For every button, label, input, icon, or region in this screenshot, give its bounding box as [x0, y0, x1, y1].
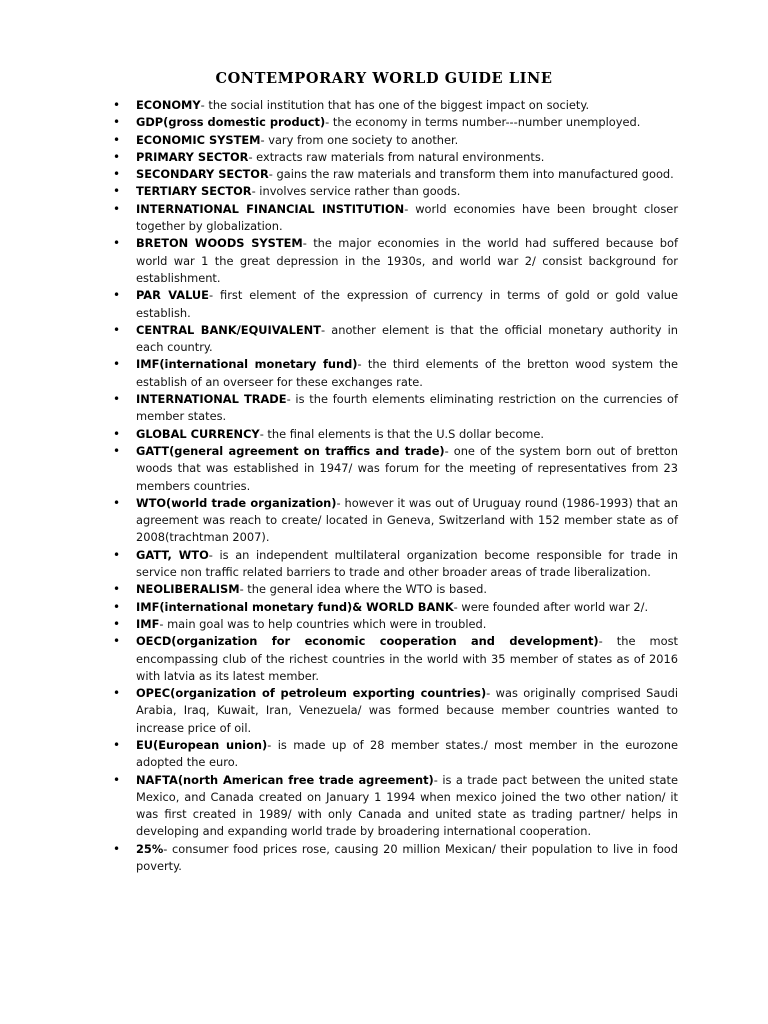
list-item	[0, 616, 768, 633]
bullet-icon: •	[113, 201, 121, 216]
bullet-icon: •	[113, 686, 121, 701]
bullet-icon: •	[113, 392, 121, 407]
definition: - consumer food prices rose, causing 20 million Mexican/ their population to live in food poverty.	[136, 841, 678, 874]
guide-list	[0, 97, 768, 875]
list-item	[0, 287, 768, 322]
bullet-icon: •	[113, 288, 121, 303]
bullet-icon: •	[113, 357, 121, 372]
definition: - the final elements is that the U.S dollar become.	[259, 426, 545, 441]
definition: - extracts raw materials from natural environments.	[248, 149, 545, 164]
definition: - is the fourth elements eliminating restriction on the currencies of member states.	[136, 392, 678, 424]
term: IMF(international monetary fund)& WORLD BANK	[136, 599, 454, 614]
definition: - the third elements of the bretton wood system the establish of an overseer for these exchanges rate.	[136, 357, 678, 389]
bullet-icon: •	[113, 322, 121, 337]
definition: - is made up of 28 member states./ most member in the eurozone adopted the euro.	[136, 737, 678, 770]
bullet-icon: •	[113, 599, 121, 614]
list-item	[0, 443, 768, 495]
definition: - one of the system born out of bretton woods that was established in 1947/ was forum for the meeting of representatives from 23 members countries.	[136, 443, 678, 493]
bullet-icon: •	[113, 236, 121, 251]
list-item	[0, 97, 768, 114]
term: EU(European union)	[136, 737, 268, 752]
bullet-icon: •	[113, 115, 121, 130]
bullet-icon: •	[113, 495, 121, 510]
list-item	[0, 166, 768, 183]
definition: - the major economies in the world had suffered because bof world war 1 the great depression in the 1930s, and world war 2/ consist background for establishment.	[136, 236, 678, 285]
definition: - world economies have been brought closer together by globalization.	[136, 201, 678, 234]
bullet-icon: •	[113, 426, 121, 441]
definition: - main goal was to help countries which were in troubled.	[159, 616, 487, 631]
list-item	[0, 391, 768, 426]
term: TERTIARY SECTOR	[136, 184, 252, 199]
bullet-icon: •	[113, 547, 121, 562]
bullet-icon: •	[113, 132, 121, 147]
term: INTERNATIONAL FINANCIAL INSTITUTION	[136, 201, 405, 216]
document-title: CONTEMPORARY WORLD GUIDE LINE	[215, 70, 553, 87]
definition: - the social institution that has one of the biggest impact on society.	[200, 98, 590, 112]
bullet-icon: •	[113, 737, 121, 752]
bullet-icon: •	[113, 98, 121, 112]
term: IMF(international monetary fund)	[136, 357, 358, 372]
term: GATT, WTO	[136, 547, 209, 562]
list-item	[0, 201, 768, 236]
definition: - vary from one society to another.	[260, 132, 459, 147]
list-item	[0, 599, 768, 616]
list-item	[0, 633, 768, 685]
bullet-icon: •	[113, 616, 121, 631]
definition: - first element of the expression of currency in terms of gold or gold value establish.	[136, 288, 678, 320]
definition: - another element is that the official monetary authority in each country.	[136, 322, 678, 355]
bullet-icon: •	[113, 634, 121, 649]
list-item	[0, 581, 768, 598]
list-item	[0, 322, 768, 357]
list-item	[0, 426, 768, 443]
term: ECONOMY	[136, 98, 201, 112]
term: ECONOMIC SYSTEM	[136, 132, 261, 147]
term: IMF	[136, 616, 160, 631]
definition: - is an independent multilateral organization become responsible for trade in service non traffic related barriers to trade and other broader areas of trade liberalization.	[136, 547, 678, 580]
list-item	[0, 495, 768, 547]
term: WTO(world trade organization)	[136, 495, 337, 510]
definition: - however it was out of Uruguay round (1986-1993) that an agreement was reach to create/ located in Geneva, Switzerland with 152 member state as of 2008(trachtman 2007).	[136, 495, 678, 545]
list-item	[0, 183, 768, 200]
term: INTERNATIONAL TRADE	[136, 392, 287, 407]
definition: - were founded after world war 2/.	[453, 599, 649, 614]
term: OPEC(organization of petroleum exporting countries)	[136, 686, 487, 701]
definition: - gains the raw materials and transform them into manufactured good.	[268, 167, 674, 182]
term: GLOBAL CURRENCY	[136, 426, 260, 441]
list-item	[0, 235, 768, 287]
bullet-icon: •	[113, 841, 121, 856]
term: CENTRAL BANK/EQUIVALENT	[136, 322, 321, 337]
term: GDP(gross domestic product)	[136, 115, 326, 130]
bullet-icon: •	[113, 167, 121, 182]
term: OECD(organization for economic cooperation and development)	[136, 634, 599, 649]
list-item	[0, 737, 768, 772]
list-item	[0, 841, 768, 876]
term: NAFTA(north American free trade agreement)	[136, 772, 434, 787]
list-item	[0, 149, 768, 166]
bullet-icon: •	[113, 184, 121, 199]
definition: - the most encompassing club of the richest countries in the world with 35 member of states as of 2016 with latvia as its latest member.	[136, 634, 678, 683]
term: BRETON WOODS SYSTEM	[136, 236, 303, 251]
definition: - the economy in terms number---number unemployed.	[325, 115, 641, 130]
definition: - involves service rather than goods.	[251, 184, 461, 199]
bullet-icon: •	[113, 772, 121, 787]
definition: - is a trade pact between the united state Mexico, and Canada created on January 1 1994 when mexico joined the two other nation/ it was first created in 1989/ with only Canada and united state as trading partner/ helps in developing and expanding world trade by broadering international cooperation.	[136, 772, 679, 839]
bullet-icon: •	[113, 149, 121, 164]
list-item	[0, 685, 768, 737]
bullet-icon: •	[113, 582, 121, 597]
term: PRIMARY SECTOR	[136, 149, 249, 164]
term: GATT(general agreement on traffics and trade)	[136, 443, 445, 458]
definition: - was originally comprised Saudi Arabia, Iraq, Kuwait, Iran, Venezuela/ was formed because member countries wanted to increase price of oil.	[136, 686, 678, 735]
term: SECONDARY SECTOR	[136, 167, 269, 182]
list-item	[0, 356, 768, 391]
bullet-icon: •	[113, 443, 121, 458]
definition: - the general idea where the WTO is based.	[239, 582, 487, 597]
list-item	[0, 772, 768, 841]
term: NEOLIBERALISM	[136, 582, 240, 597]
term: 25%	[136, 841, 164, 856]
list-item	[0, 114, 768, 131]
term: PAR VALUE	[136, 288, 209, 303]
list-item	[0, 132, 768, 149]
list-item	[0, 547, 768, 582]
